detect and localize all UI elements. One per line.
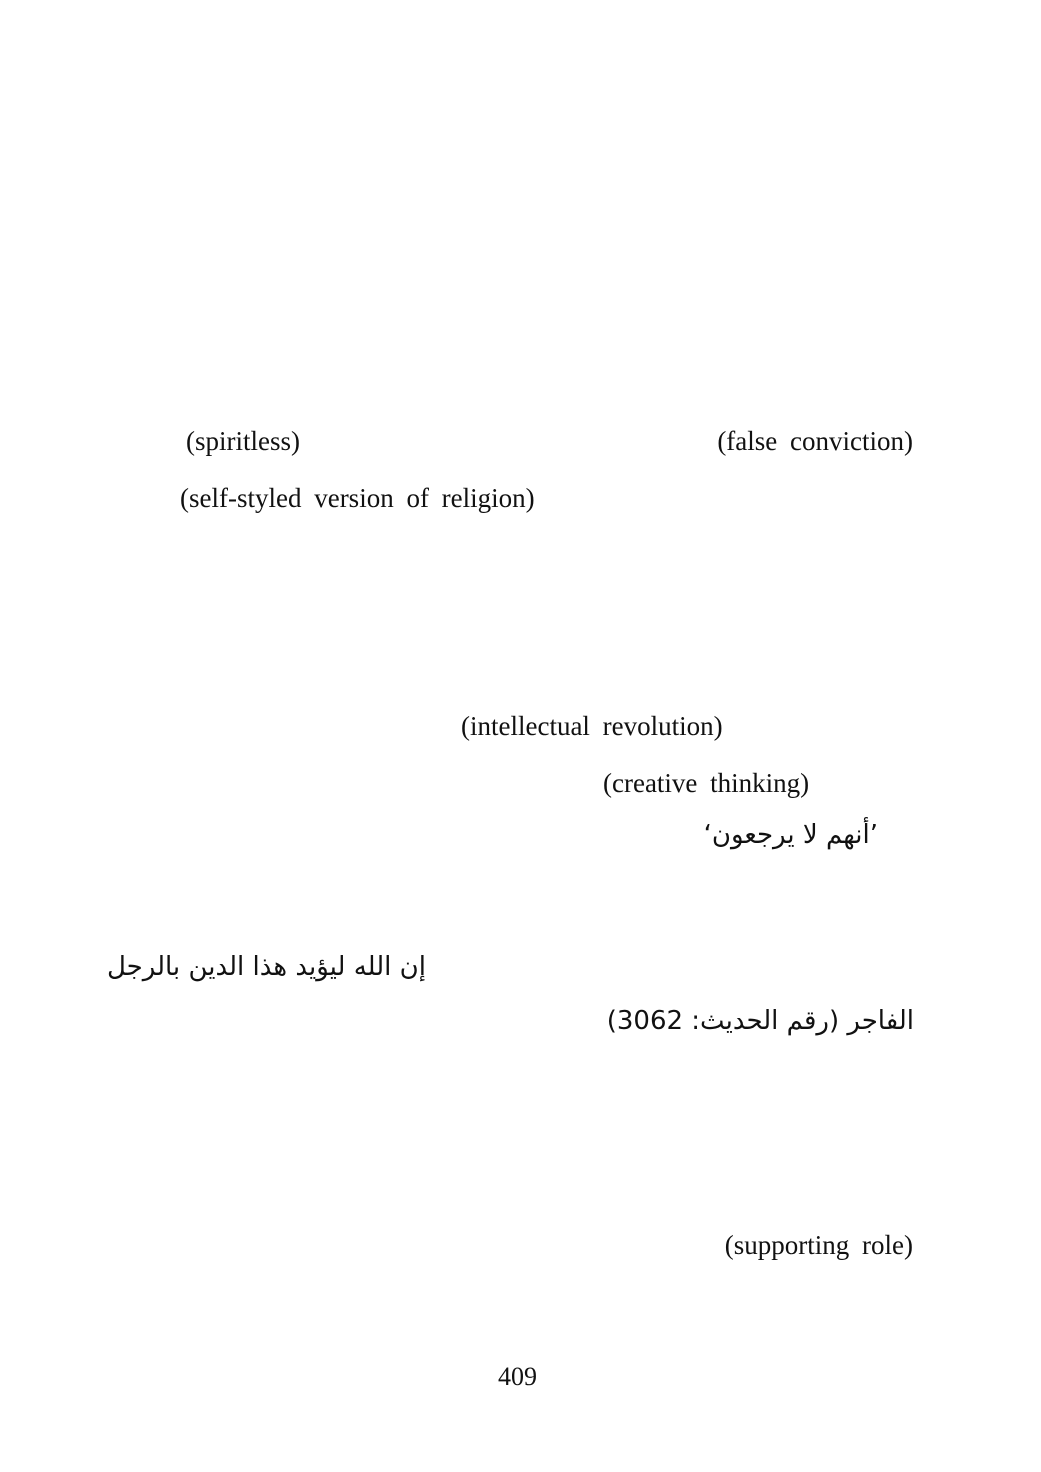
term-creative-thinking: (creative thinking) [603, 768, 810, 798]
arabic-hadith-line-1: إن الله لیؤید ھذا الدین بالرجل [106, 952, 426, 982]
term-false-conviction: (false conviction) [717, 426, 913, 456]
page-number: 409 [498, 1362, 537, 1391]
arabic-quote: ’أنهم لا یرجعون‘ [703, 820, 878, 850]
term-spiritless: (spiritless) [186, 426, 300, 456]
term-self-styled-religion: (self-styled version of religion) [180, 483, 535, 513]
term-supporting-role: (supporting role) [724, 1230, 913, 1260]
arabic-hadith-line-2: الفاجر (رقم الحدیث: 3062) [606, 1006, 914, 1036]
term-intellectual-revolution: (intellectual revolution) [461, 711, 723, 741]
